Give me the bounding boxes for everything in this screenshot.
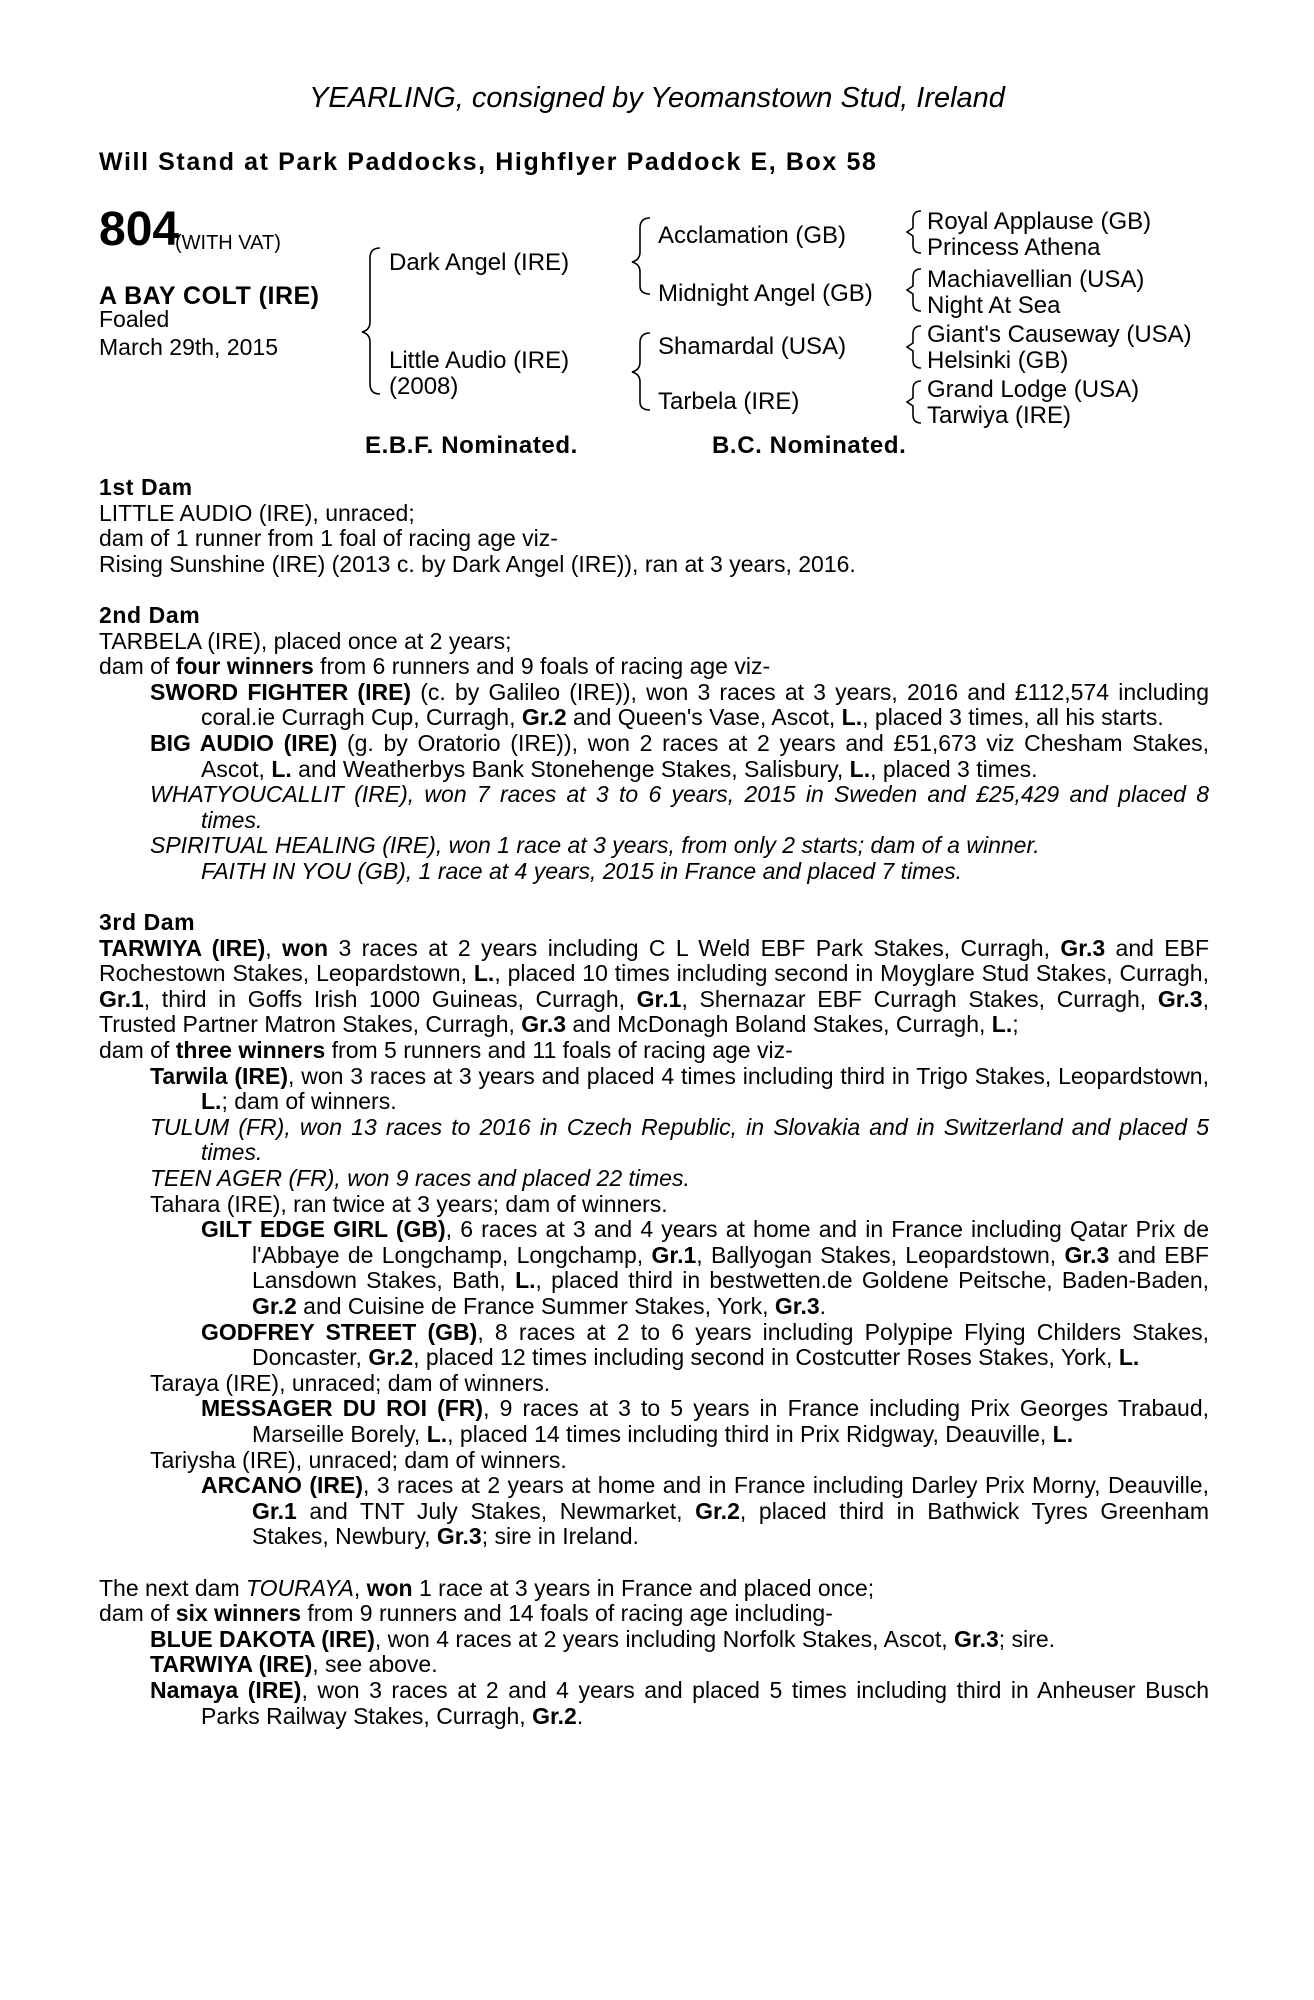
bracket-g3 <box>907 326 921 368</box>
entry-spiritual-healing: SPIRITUAL HEALING (IRE), won 1 race at 3 years, from only 2 starts; dam of a winner. <box>150 832 1040 859</box>
next-dam-produce-line: dam of six winners from 9 runners and 14 foals of racing age including- <box>99 1600 833 1627</box>
bracket-main <box>362 248 380 394</box>
entry-whatyoucallit: WHATYOUCALLIT (IRE), won 7 races at 3 to 6 years, 2015 in Sweden and £25,429 and placed 8 times. <box>150 781 1209 833</box>
first-dam-line: LITTLE AUDIO (IRE), unraced; <box>99 499 415 526</box>
pedigree-g7: Grand Lodge (USA) <box>927 376 1140 403</box>
entry-gilt-edge-girl: GILT EDGE GIRL (GB), 6 races at 3 and 4 years at home and in France including Qatar Prix de l'Abbaye de Longchamp, Longchamp, Gr.1, Ballyogan Stakes, Leopardstown, Gr.3 and EBF Lansdown Stakes, Bath, L., placed third in bestwetten.de Goldene Peitsche, Baden-Baden, Gr.2 and Cuisine de France Summer Stakes, York, Gr.3. <box>201 1216 1209 1319</box>
third-dam-produce-line: dam of three winners from 5 runners and 11 foals of racing age viz- <box>99 1037 793 1064</box>
pedigree-sire: Dark Angel (IRE) <box>389 249 570 276</box>
pedigree-dam-dam: Tarbela (IRE) <box>658 388 800 415</box>
ebf-nominated: E.B.F. Nominated. <box>365 432 578 459</box>
entry-tarwila: Tarwila (IRE), won 3 races at 3 years and placed 4 times including third in Trigo Stakes, Leopardstown, L.; dam of winners. <box>150 1062 1209 1115</box>
entry-sword-fighter: SWORD FIGHTER (IRE) (c. by Galileo (IRE)), won 3 races at 3 years, 2016 and £112,574 including coral.ie Curragh Cup, Curragh, Gr.2 and Queen's Vase, Ascot, L., placed 3 times, all his starts. <box>150 678 1209 731</box>
first-dam-heading: 1st Dam <box>99 474 193 500</box>
pedigree-sire-dam: Midnight Angel (GB) <box>658 280 873 307</box>
foaled-label: Foaled <box>99 306 170 332</box>
pedigree-sire-sire: Acclamation (GB) <box>658 222 847 249</box>
pedigree-dam-year: (2008) <box>389 373 459 400</box>
entry-tulum: TULUM (FR), won 13 races to 2016 in Czech Republic, in Slovakia and in Switzerland and placed 5 times. <box>150 1113 1209 1166</box>
second-dam-line: TARBELA (IRE), placed once at 2 years; <box>99 627 512 654</box>
entry-godfrey-street: GODFREY STREET (GB), 8 races at 2 to 6 years including Polypipe Flying Childers Stakes, Doncaster, Gr.2, placed 12 times including second in Costcutter Roses Stakes, York, L. <box>201 1318 1209 1371</box>
entry-tarwiya-ref: TARWIYA (IRE), see above. <box>150 1651 438 1678</box>
entry-big-audio: BIG AUDIO (IRE) (g. by Oratorio (IRE)), won 2 races at 2 years and £51,673 viz Chesham Stakes, Ascot, L. and Weatherbys Bank Stonehenge Stakes, Salisbury, L., placed 3 times. <box>150 729 1209 782</box>
third-dam-heading: 3rd Dam <box>99 909 196 936</box>
pedigree-dam-sire: Shamardal (USA) <box>658 333 847 360</box>
first-dam-produce-line: dam of 1 runner from 1 foal of racing age viz- <box>99 525 558 552</box>
stand-location: Will Stand at Park Paddocks, Highflyer Paddock E, Box 58 <box>99 148 878 176</box>
vat-note: (WITH VAT) <box>175 232 281 254</box>
first-dam-foal: Rising Sunshine (IRE) (2013 c. by Dark Angel (IRE)), ran at 3 years, 2016. <box>99 550 856 577</box>
pedigree-g1: Royal Applause (GB) <box>927 208 1152 235</box>
second-dam-heading: 2nd Dam <box>99 601 201 628</box>
entry-taraya: Taraya (IRE), unraced; dam of winners. <box>150 1369 551 1396</box>
entry-tarwiya: TARWIYA (IRE), won 3 races at 2 years including C L Weld EBF Park Stakes, Curragh, Gr.3 and EBF Rochestown Stakes, Leopardstown, L., placed 10 times including second in Moyglare Stud Stakes, Curragh, Gr.1, third in Goffs Irish 1000 Guineas, Curragh, Gr.1, Shernazar EBF Curragh Stakes, Curragh, Gr.3, Trusted Partner Matron Stakes, Curragh, Gr.3 and McDonagh Boland Stakes, Curragh, L.; <box>99 934 1210 1038</box>
bracket-g4 <box>907 381 921 423</box>
next-dam-line: The next dam TOURAYA, won 1 race at 3 years in France and placed once; <box>99 1574 875 1601</box>
pedigree-g2: Princess Athena <box>927 234 1101 261</box>
second-dam-produce-line: dam of four winners from 6 runners and 9 foals of racing age viz- <box>99 653 771 680</box>
pedigree-dam: Little Audio (IRE) <box>389 347 570 374</box>
pedigree-g3: Machiavellian (USA) <box>927 266 1145 293</box>
foaled-date: March 29th, 2015 <box>99 334 279 360</box>
entry-arcano: ARCANO (IRE), 3 races at 2 years at home and in France including Darley Prix Morny, Deauville, Gr.1 and TNT July Stakes, Newmarket, Gr.2, placed third in Bathwick Tyres Greenham Stakes, Newbury, Gr.3; sire in Ireland. <box>201 1472 1209 1550</box>
lot-number: 804 <box>99 203 180 256</box>
entry-blue-dakota: BLUE DAKOTA (IRE), won 4 races at 2 years including Norfolk Stakes, Ascot, Gr.3; sire. <box>150 1625 1055 1652</box>
bracket-sire <box>632 218 650 294</box>
pedigree-g8: Tarwiya (IRE) <box>927 402 1072 429</box>
pedigree-g6: Helsinki (GB) <box>927 347 1069 374</box>
pedigree-g4: Night At Sea <box>927 292 1061 319</box>
bracket-dam <box>632 333 650 410</box>
consignment-line: YEARLING, consigned by Yeomanstown Stud, Ireland <box>309 82 1005 114</box>
bracket-g1 <box>907 211 921 253</box>
entry-namaya: Namaya (IRE), won 3 races at 2 and 4 years and placed 5 times including third in Anheuser Busch Parks Railway Stakes, Curragh, Gr.2. <box>150 1676 1209 1729</box>
catalogue-body <box>99 475 1209 1729</box>
entry-messager-du-roi: MESSAGER DU ROI (FR), 9 races at 3 to 5 years in France including Prix Georges Trabaud, Marseille Borely, L., placed 14 times including third in Prix Ridgway, Deauville, L. <box>201 1395 1209 1447</box>
bracket-g2 <box>907 269 921 311</box>
entry-faith-in-you: FAITH IN YOU (GB), 1 race at 4 years, 2015 in France and placed 7 times. <box>201 857 963 884</box>
pedigree-g5: Giant's Causeway (USA) <box>927 321 1192 348</box>
entry-tahara: Tahara (IRE), ran twice at 3 years; dam of winners. <box>150 1190 668 1217</box>
entry-tariysha: Tariysha (IRE), unraced; dam of winners. <box>150 1446 567 1473</box>
entry-teen-ager: TEEN AGER (FR), won 9 races and placed 22 times. <box>150 1165 690 1192</box>
bc-nominated: B.C. Nominated. <box>712 432 907 459</box>
horse-description: A BAY COLT (IRE) <box>99 282 320 310</box>
